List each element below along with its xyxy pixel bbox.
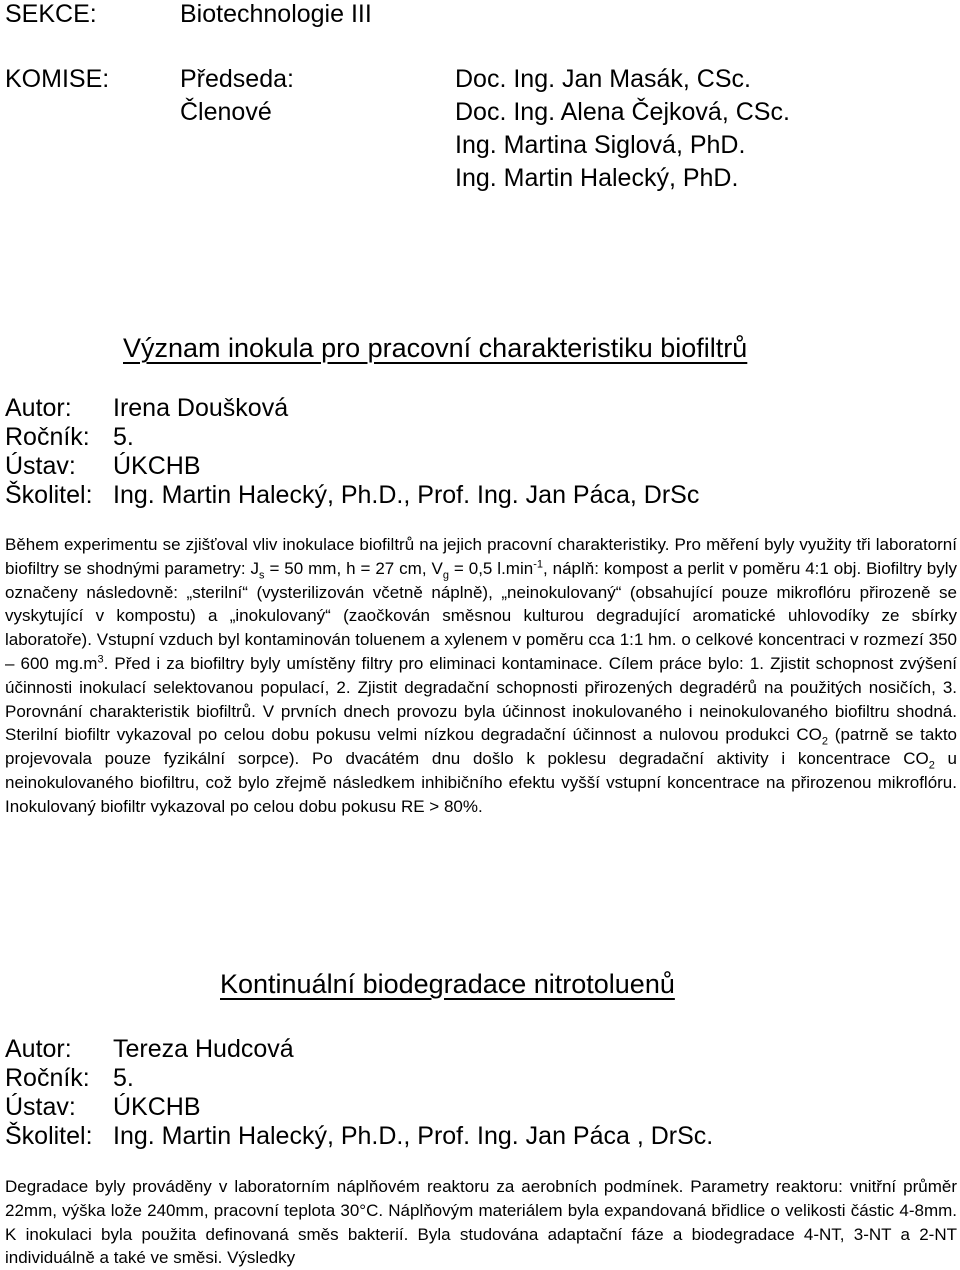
abstract-paragraph: Během experimentu se zjišťoval vliv inokulace biofiltrů na jejich pracovní charakteristiky. Pro měření byly využity tři laboratorní biofiltry se shodnými parametry: $J_s = 50$ mm, h = 27 cm, $V_g = 0,5$ $l.\min^{-1}$, náplň: kompost a perlit v poměru 4:1 obj. Biofiltry byly označeny následovně: „sterilní“ (vysterilizován včetně náplně), „neinokulovaný“ (obsahující pouze mikroflóru přirozeně se vyskytující v kompostu) a „inokulovaný“ (zaočkován směsnou kulturou degradující aromatické uhlovodíky ze sbírky laboratoře). Vstupní vzduch byl kontaminován toluenem a xylenem v poměru cca 1:1 hm. o celkové koncentraci v rozmezí 350 – 600 $mg.m^3$. Před i za biofiltry byly umístěny filtry pro eliminaci kontaminace. Cílem práce bylo: 1. Zjistit schopnost zvýšení účinnosti inokulací selektovanou populací, 2. Zjistit degradační schopnosti přirozených degradérů na použitých nosičích, 3. Porovnání charakteristik biofiltrů. V prvních dnech provozu byla účinnost inokulovaného i neinokulovaného biofiltru shodná. Sterilní biofiltr vykazoval po celou dobu pokusu velmi nízkou degradační účinnost a nulovou produkci $CO_2$ (patrně se takto projevovala pouze fyzikální sorpce). Po dvacátém dnu došlo k poklesu degradační aktivity i koncentrace $CO_2$ u neinokulovaného biofiltru, což bylo zřejmě následkem inhibičního efektu vyšší vstupní koncentrace na přirozenou mikroflóru. Inokulovaný biofiltr vykazoval po celou dobu pokusu RE > 80%. bbox=[5, 535, 958, 816]
article-title: Kontinuální biodegradace nitrotoluenů bbox=[220, 969, 675, 999]
author-name: Tereza Hudcová bbox=[113, 1035, 294, 1063]
committee-label: KOMISE: bbox=[5, 65, 110, 93]
supervisor-value: Ing. Martin Halecký, Ph.D., Prof. Ing. Jan Páca , DrSc. bbox=[113, 1122, 714, 1150]
chair-label: Předseda: bbox=[180, 65, 294, 93]
article-title: Význam inokula pro pracovní charakteristiku biofiltrů bbox=[123, 333, 748, 363]
committee-member: Ing. Martin Halecký, PhD. bbox=[455, 164, 739, 192]
section-label: SEKCE: bbox=[5, 0, 97, 28]
supervisor-value: Ing. Martin Halecký, Ph.D., Prof. Ing. Jan Páca, DrSc bbox=[113, 481, 700, 509]
year-value: 5. bbox=[113, 423, 134, 451]
supervisor-label: Školitel: bbox=[5, 481, 93, 509]
institute-value: ÚKCHB bbox=[113, 452, 201, 480]
author-name: Irena Doušková bbox=[113, 394, 289, 422]
institute-value: ÚKCHB bbox=[113, 1093, 201, 1121]
committee-member: Doc. Ing. Jan Masák, CSc. bbox=[455, 65, 751, 93]
section-value: Biotechnologie III bbox=[180, 0, 372, 28]
committee-member: Doc. Ing. Alena Čejková, CSc. bbox=[455, 98, 790, 126]
year-label: Ročník: bbox=[5, 423, 90, 451]
year-label: Ročník: bbox=[5, 1064, 90, 1092]
institute-label: Ústav: bbox=[5, 1093, 76, 1121]
committee-member: Ing. Martina Siglová, PhD. bbox=[455, 131, 746, 159]
year-value: 5. bbox=[113, 1064, 134, 1092]
supervisor-label: Školitel: bbox=[5, 1122, 93, 1150]
abstract-paragraph: Degradace byly prováděny v laboratorním náplňovém reaktoru za aerobních podmínek. Parametry reaktoru: vnitřní průměr 22mm, výška lože 240mm, pracovní teplota 30°C. Náplňovým materiálem byla expandovaná břidlice o velikosti částic 4-8mm. K inokulaci byla použita definovaná směs bakterií. Byla studována adaptační fáze a biodegradace 4-NT, 3-NT a 2-NT individuálně a také ve směsi. Výsledky bbox=[5, 1177, 957, 1268]
institute-label: Ústav: bbox=[5, 452, 76, 480]
author-label: Autor: bbox=[5, 394, 72, 422]
members-label: Členové bbox=[180, 98, 272, 126]
author-label: Autor: bbox=[5, 1035, 72, 1063]
